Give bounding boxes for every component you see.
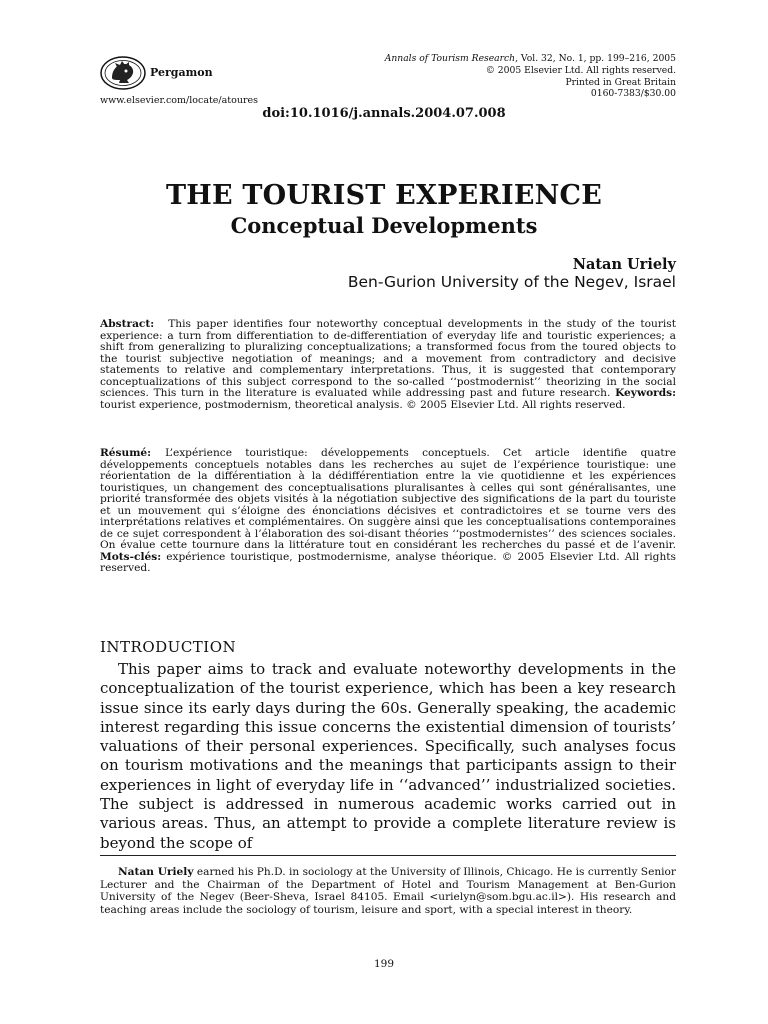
intro-paragraph: This paper aims to track and evaluate noteworthy developments in the conceptualization of the tourist experience, which has been a key research issue since its early days during the 60s. Generally speaking, the academic interest regarding this issue concerns the existential dimension of tourists’ valuations of their personal experiences. Specifically, such analyses focus on tourism motivations and the meanings that participants assign to their experiences in light of everyday life in ‘‘advanced’’ industrialized societies. The subject is addressed in numerous academic works carried out in various areas. Thus, an attempt to provide a complete literature review is beyond the scope of [100, 660, 676, 852]
copyright-line: © 2005 Elsevier Ltd. All rights reserved. [485, 64, 676, 76]
pergamon-logo-icon [100, 56, 146, 90]
keywords-text: tourist experience, postmodernism, theoretical analysis. © 2005 Elsevier Ltd. All rights reserved. [100, 398, 626, 411]
resume-text: L’expérience touristique: développements conceptuels. Cet article identifie quatre développements conceptuels notables dans les recherches au sujet de l’expérience touristique: une réorientation de la différentiation à la dédifférentiation entre la vie quotidienne et les expériences touristiques, un changement des conceptualisations pluralisantes à celles qui sont généralisantes, une priorité transformée des objets visités à la négotiation subjective des significations de la part du touriste et un mouvement qui s’éloigne des énonciations décisives et contradictoires et se tourne vers des interprétations relatives et complémentaires. On suggère ainsi que les conceptualisations contemporaines de ce sujet correspondent à l’élaboration des soi-disant théories ‘‘postmodernistes’’ des sciences sociales. On évalue cette tournure dans la littérature tout en considérant les recherches du passé et de l’avenir. [100, 447, 676, 551]
footnote-divider [100, 855, 676, 856]
author-name: Natan Uriely [572, 256, 676, 273]
journal-url: www.elsevier.com/locate/atoures [100, 95, 258, 106]
journal-citation [316, 53, 676, 65]
publisher-name: Pergamon [150, 66, 213, 79]
article-title: THE TOURIST EXPERIENCE [165, 180, 602, 211]
author-footnote [100, 866, 676, 916]
resume-block [100, 448, 676, 575]
journal-info [316, 53, 676, 100]
section-heading: INTRODUCTION [100, 638, 237, 656]
abstract-text: This paper identifies four noteworthy conceptual developments in the study of the tourist experience: a turn from differentiation to de-differentiation of everyday life and touristic experiences; a shift from generalizing to pluralizing conceptualizations; a transformed focus from the toured objects to the tourist subjective negotiation of meanings; and a movement from contradictory and decisive statements to relative and complementary interpretations. Thus, it is suggested that contemporary conceptualizations of this subject correspond to the so-called ‘‘postmodernist’’ theorizing in the social sciences. This turn in the literature is evaluated while addressing past and future research. [100, 318, 676, 399]
mots-cles-label: Mots-clés: [100, 550, 162, 563]
article-subtitle: Conceptual Developments [230, 213, 538, 238]
doi: doi:10.1016/j.annals.2004.07.008 [262, 106, 506, 121]
journal-name: Annals of Tourism Research, [384, 53, 519, 64]
mots-cles-text: expérience touristique, postmodernisme, analyse théorique. © 2005 Elsevier Ltd. All rights reserved. [100, 550, 676, 574]
journal-volume: Vol. 32, No. 1, pp. 199–216, 2005 [518, 53, 676, 64]
printed-line: Printed in Great Britain [565, 76, 676, 88]
keywords-label: Keywords: [615, 387, 676, 399]
resume-label: Résumé: [100, 447, 152, 459]
footnote-text: earned his Ph.D. in sociology at the University of Illinois, Chicago. He is currently Senior Lecturer and the Chairman of the Department of Hotel and Tourism Management at Ben-Gurion University of the Negev (Beer-Sheva, Israel 84105. Email <urielyn@som.bgu.ac.il>). His research and teaching areas include the sociology of tourism, leisure and sport, with a special interest in theory. [100, 866, 676, 916]
footnote-author-name: Natan Uriely [118, 866, 194, 878]
issn-line: 0160-7383/$30.00 [590, 88, 676, 100]
abstract-block [100, 319, 676, 411]
author-affiliation: Ben-Gurion University of the Negev, Israel [347, 273, 676, 291]
abstract-label: Abstract: [100, 318, 155, 330]
page-number: 199 [373, 958, 395, 970]
